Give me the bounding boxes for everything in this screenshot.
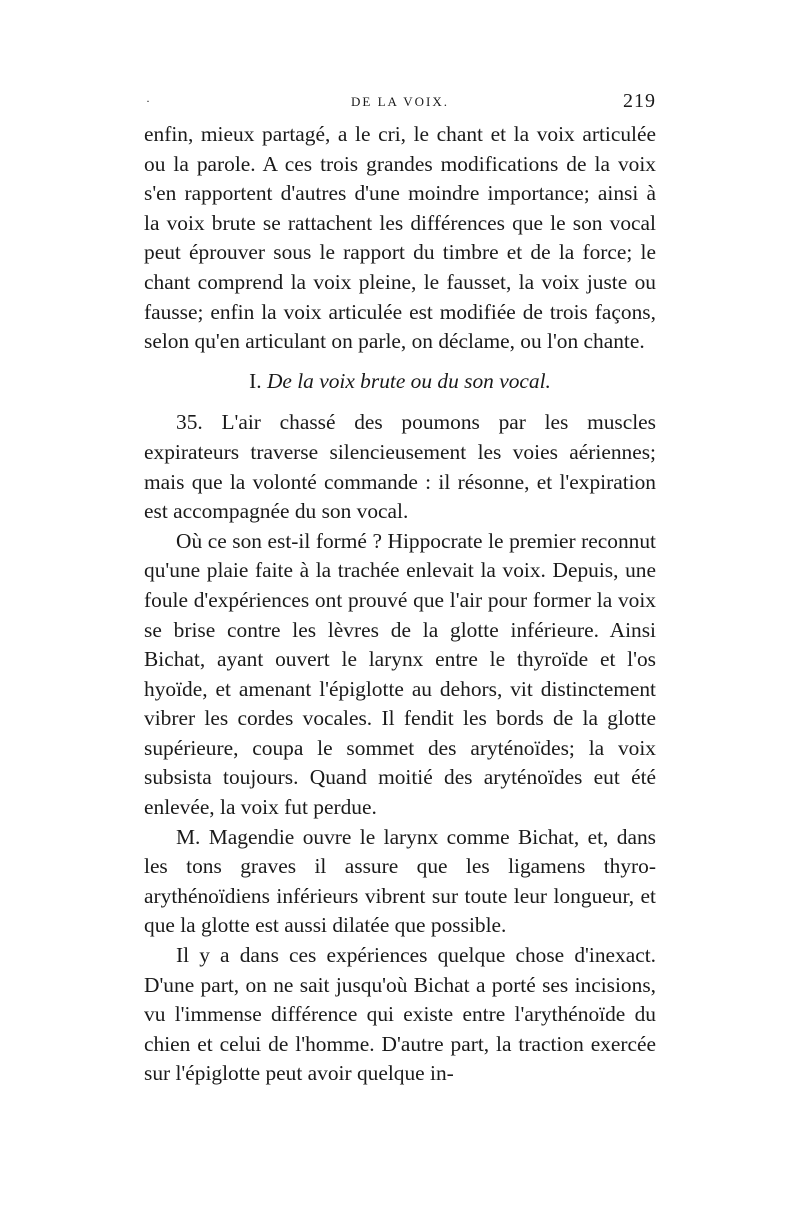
paragraph-inexact: Il y a dans ces expériences quelque chose d'inexact. D'une part, on ne sait jusqu'où Bichat a porté ses incisions, vu l'immense différence qui existe entre l'arythénoïde du chien et celui de l'homme. D'autre part, la traction exercée sur l'épiglotte peut avoir quelque in- — [144, 943, 656, 1086]
running-title: DE LA VOIX. — [351, 94, 449, 109]
page-number: 219 — [623, 90, 656, 112]
paragraph-35: 35. L'air chassé des poumons par les muscles expirateurs traverse silencieusement les voies aériennes; mais que la volonté commande : il résonne, et l'expiration est accompagnée du son vocal. — [144, 410, 656, 524]
section-heading-text: De la voix brute ou du son vocal. — [266, 368, 551, 393]
book-page — [144, 90, 656, 1089]
section-heading — [144, 367, 656, 397]
header-mark: · — [146, 94, 152, 108]
section-heading-number: I. — [249, 368, 262, 393]
paragraph-hippocrate: Où ce son est-il formé ? Hippocrate le premier reconnut qu'une plaie faite à la trachée enlevait la voix. Depuis, une foule d'expériences ont prouvé que l'air pour former la voix se brise contre les lèvres de la glotte inférieure. Ainsi Bichat, ayant ouvert le larynx entre le thyroïde et l'os hyoïde, et amenant l'épiglotte au dehors, vit distinctement vibrer les cordes vocales. Il fendit les bords de la glotte supérieure, coupa le sommet des aryténoïdes; la voix subsista toujours. Quand moitié des aryténoïdes eut été enlevée, la voix fut perdue. — [144, 528, 656, 820]
paragraph-magendie: M. Magendie ouvre le larynx comme Bichat, et, dans les tons graves il assure que les ligamens thyro-arythénoïdiens inférieurs vibrent sur toute leur longueur, et que la glotte est aussi dilatée que possible. — [144, 824, 656, 938]
paragraph-continued: enfin, mieux partagé, a le cri, le chant et la voix articulée ou la parole. A ces trois grandes modifications de la voix s'en rapportent d'autres d'une moindre importance; ainsi à la voix brute se rattachent les différences que le son vocal peut éprouver sous le rapport du timbre et de la force; le chant comprend la voix pleine, le fausset, la voix juste ou fausse; enfin la voix articulée est modifiée de trois façons, selon qu'en articulant on parle, on déclame, ou l'on chante. — [144, 122, 656, 354]
running-head — [144, 90, 656, 120]
